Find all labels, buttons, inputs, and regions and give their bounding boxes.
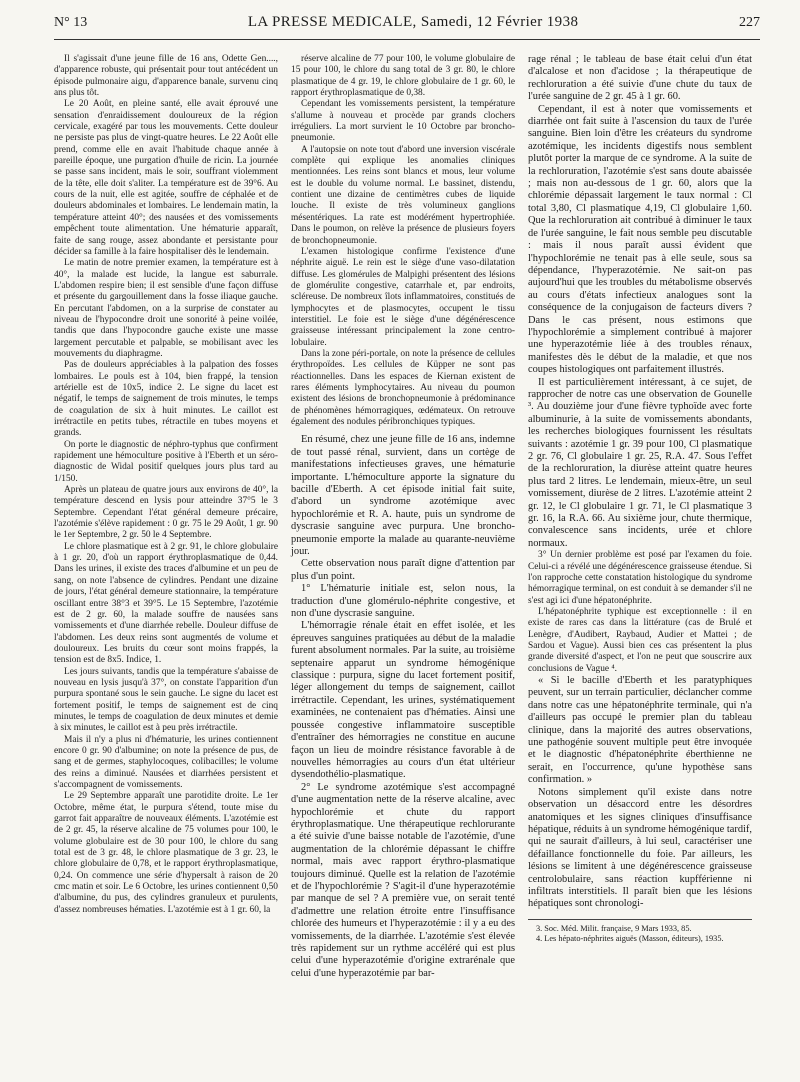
summary-paragraph: En résumé, chez une jeune fille de 16 ans, indemne de tout passé rénal, survient, dans un cortège de manifestations infectieuses graves, une hématurie importante. L'hémoculture apporte la signature du bacille d'Eberth. A cet épisode initial fait suite, d'abord un syndrome azotémique avec hypochlorémie et R. A. haute, puis un syndrome de dyscrasie sanguine avec purpura. Une broncho-pneumonie emporte la malade au quarante-neuvième jour. [291,434,515,557]
paragraph: A l'autopsie on note tout d'abord une inversion viscérale complète qui explique les anomalies cliniques mentionnées. Les reins sont blancs et mous, leur volume est le double du volume normal. Le bassinet, distendu, contient une dizaine de centimètres cubes de liquide louche. Il existe de très volumineux ganglions mésentériques. La rate est modérément hypertrophiée. Dans le poumon, on relève la présence de plusieurs foyers de bronchopneumonie. [291,144,515,246]
paragraph: Cette observation nous paraît digne d'attention par plus d'un point. [291,558,515,582]
paragraph: Il est particulièrement intéressant, à ce sujet, de rapprocher de notre cas une observation de Gounelle ³. Au douzième jour d'une fièvre typhoïde avec forte albuminurie, à la suite de vomissements abondants, les recherches biologiques fournissent les résultats suivants : azotémie 1 gr. 39 pour 100, Cl plasmatique 2 gr. 76, Cl globulaire 1 gr. 25, R.A. 47. Sous l'effet de la rechloruration, la diurèse atteint quatre heures plus tard 2 litres. Le lendemain, mieux-être, un seul vomissement, diurèse de 2 litres. L'azotémie atteint 2 gr. 12, le Cl globulaire 1 gr. 71, le Cl plasmatique 3 gr. 16, la R.A. 66. Au sixième jour, chute thermique, convalescence sans incidents, urée et chlore normaux. [528,376,752,549]
footnote: 4. Les hépato-néphrites aiguës (Masson, éditeurs), 1935. [536,933,724,943]
paragraph: Le 29 Septembre apparaît une parotidite droite. Le 1er Octobre, même état, le purpura s'étend, toute mise du garrot fait apparaître de nouveaux éléments. L'azotémie est de 2 gr. 45, la réserve alcaline de 75 volumes pour 100, le volume globulaire est de 30 pour 100, le chlore du sang total est de 3 gr. 48, le chlore plasmatique de 3 gr. 23, le chlore globulaire de 0,78, et le rapport érythroplasmatique, 0,24. On commence une série d'hypersalt à raison de 20 cmc matin et soir. Le 6 Octobre, les urines contiennent 0,50 d'albumine, du pus, des cylindres granuleux et purulents, d'assez nombreuses hématies. L'azotémie est à 1 gr. 60, la [54,791,278,915]
column-1 [54,54,278,980]
paragraph: rage rénal ; le tableau de base était celui d'un état d'alcalose et non d'acidose ; la thérapeutique de rechloruration a été suivie d'une chute du taux de l'urée sanguine de 2 gr. 45 à 1 gr. 60. [528,54,752,103]
paragraph: Il s'agissait d'une jeune fille de 16 ans, Odette Gen...., d'apparence robuste, qui présentait pour tout antécédent un épisode pulmonaire aigu, d'apparence banale, survenu cinq ans plus tôt. [54,54,278,99]
column-3 [528,54,752,980]
paragraph: L'hémorragie rénale était en effet isolée, et les épreuves sanguines pratiquées au début de la maladie furent absolument normales. Par la suite, au troisième septenaire apparut un syndrome hémogénique classique : purpura, signe du lacet fortement positif, léger allongement du temps de saignement, caillot irrétractile. Cependant, les urines, systématiquement examinées, ne contenaient pas d'hématies. Ainsi une poussée congestive inflammatoire susceptible d'entraîner des hémorragies ne constitue en aucune façon un lieu de moindre résistance favorable à de nouvelles hémorragies au cours d'un état ultérieur dysendothélio-plasmatique. [291,620,515,781]
paragraph: Cependant, il est à noter que vomissements et diarrhée ont fait suite à l'ascension du taux de l'urée sanguine. Bien loin d'être les créateurs du syndrome azotémique, les incidents digestifs nous semblent plutôt porter la marque de ce syndrome. A la suite de la rechloruration, l'azotémie s'est sans doute abaissée ; mais non au-dessous de 1 gr. 60, alors que la chlorémie dépassait largement le taux normal : Cl total 3,80, Cl plasmatique 4,19, Cl globulaire 1,60. Que la rechloruration ait contribué à diminuer le taux de l'urée sanguine, le fait nous semble peu discutable : mais il nous paraît aussi évident que l'hypochlorémie ne tenait pas à elle seule, sous sa dépendance, l'hyperazotémie. Ne sait-on pas aujourd'hui que les troubles du métabolisme observés au cours d'états infectieux analogues sont la conséquence de la conjugaison de facteurs divers ? Dans le cas présent, nous estimons que l'hypochlorémie a simplement contribué à majorer une hyperazotémie liée à des troubles rénaux, manifestes dès le début de la maladie, et que nos coupes histologiques ont parfaitement illustrés. [528,103,752,376]
paragraph: Cependant les vomissements persistent, la température s'allume à nouveau et procède par grands clochers irréguliers. La mort survient le 10 Octobre par broncho-pneumonie. [291,99,515,144]
paragraph: réserve alcaline de 77 pour 100, le volume globulaire de 15 pour 100, le chlore du sang total de 3 gr. 80, le chlore plasmatique de 4 gr. 19, le chlore globulaire de 1 gr. 60, le rapport érythroplasmatique de 0,38. [291,54,515,99]
paragraph: Dans la zone péri-portale, on note la présence de cellules érythropoïdes. Les cellules de Küpper ne sont pas réactionnelles. Dans les espaces de Kiernan existent de rares éléments lymphocytaires. Au niveau du poumon existent des lésions de bronchopneumonie à prédominance de phénomènes hémorragiques, œdémateux. On retrouve également des nodules péribronchiques typiques. [291,348,515,427]
quotation: « Si le bacille d'Eberth et les paratyphiques peuvent, sur un terrain particulier, déclancher comme dans notre cas une hépatonéphrite terminale, qui n'a d'ailleurs pas occupé le premier plan du tableau clinique, dans la majorité des autres observations, une pathogénie souvent multiple peut être invoquée et le diagnostic d'hépatonéphrite éberthienne ne serait, en l'occurrence, qu'une hypothèse sans confirmation. » [528,675,752,786]
paragraph: On porte le diagnostic de néphro-typhus que confirment rapidement une hémoculture positive à l'Eberth et un séro-diagnostic de Widal positif quelques jours plus tard au 1/150. [54,439,278,484]
paragraph: Le 20 Août, en pleine santé, elle avait éprouvé une sensation d'enraidissement douloureux de la région cervicale, exagéré par tous les mouvements. Cette douleur ne persiste pas plus de vingt-quatre heures. Le 22 Août elle prend, comme elle en avait l'habitude chaque année à pareille époque, une purgation d'huile de ricin. La journée se passe sans incident, mais le soir, souffrant violemment de la tête, elle doit s'aliter. La température est de 39°6. Au cours de la nuit, elle est agitée, souffre de céphalée et de douleurs abdominales et lombaires. Le lendemain matin, la température atteint 40°; des nausées et des vomissements empêchent toute alimentation. Une hématurie apparaît, faite de sang rouge, assez abondante et persistante pour décider sa famille à la faire hospitaliser dès le lendemain. [54,99,278,257]
column-2 [291,54,515,980]
paragraph: Notons simplement qu'il existe dans notre observation un désaccord entre les désordres anatomiques et les signes cliniques d'insuffisance hépatique, réduits à un syndrome hémogénique tardif, qui ne saurait d'ailleurs, à lui seul, caractériser une défaillance fonctionnelle du foie. Par ailleurs, les lésions se limitent à une dégénérescence graisseuse centrolobulaire, sans réaction kupfférienne ni infiltrats interstitiels. Il paraît bien que les lésions hépatiques sont chronologi- [528,786,752,910]
journal-title: LA PRESSE MEDICALE, Samedi, 12 Février 1938 [247,14,579,30]
article-columns [54,54,760,980]
paragraph: Après un plateau de quatre jours aux environs de 40°, la température descend en lysis pour atteindre 37°5 le 3 Septembre. Cependant l'état général demeure précaire, l'azotémie s'élève rapidement : 0 gr. 75 le 29 Août, 1 gr. 90 le 1er Septembre, 2 gr. 50 le 4 Septembre. [54,485,278,541]
point-paragraph: 3° Un dernier problème est posé par l'examen du foie. Celui-ci a révélé une dégénérescence graisseuse étendue. Si l'on rapproche cette constatation histologique du syndrome hémorragique terminal, on est conduit à se demander s'il ne s'est agi ici d'une hépatonéphrite. [528,550,752,606]
footnote: 3. Soc. Méd. Milit. française, 9 Mars 1933, 85. [536,923,692,933]
paragraph: L'hépatonéphrite typhique est exceptionnelle : il en existe de rares cas dans la littérature (cas de Brulé et Lenègre, d'Audibert, Raybaud, Audier et Mattei ; de Sardou et Vague). Aussi bien ces cas présentent la plus grande diversité d'aspect, et l'on ne peut que souscrire aux conclusions de Vague ⁴. [528,606,752,674]
footnotes [528,919,752,944]
paragraph: Les jours suivants, tandis que la température s'abaisse de nouveau en lysis jusqu'à 37°, on constate l'apparition d'un purpura spontané sous le sein gauche. Le signe du lacet est fortement positif, le temps de saignement est de cinq minutes, le temps de coagulation de deux minutes et demie à six minutes, le caillot est à peu près irrétractile. [54,666,278,734]
paragraph: Le chlore plasmatique est à 2 gr. 91, le chlore globulaire à 1 gr. 20, d'où un rapport érythroplasmatique de 0,44. Dans les urines, il existe des traces d'albumine et un peu de sang, on note l'absence de cylindres. Pendant une dizaine de jours, l'état général demeure stationnaire, la température oscillant entre 38°3 et 39°5. Le 15 Septembre, l'azotémie est de 2 gr. 60, la malade souffre de nausées sans vomissements et d'une diarrhée rebelle. Douleur diffuse de l'abdomen. Les deux reins sont augmentés de volume et douloureux. Les bruits du cœur sont moins frappés, la tension est de 8x5. Indice, 1. [54,541,278,666]
paragraph: Mais il n'y a plus ni d'hématurie, les urines contiennent encore 0 gr. 90 d'albumine; on note la présence de pus, de sang et de germes, staphylocoques, colibacilles; le volume des reins a diminué. Nausées et diarrhées persistent et s'accompagnent de vomissements. [54,734,278,790]
issue-number: N° 13 [54,15,88,30]
paragraph: L'examen histologique confirme l'existence d'une néphrite aiguë. Le rein est le siège d'une vaso-dilatation diffuse. Les glomérules de Malpighi présentent des lésions de glomérulite congestive, catarrhale et, par endroits, scléreuse. De nombreux îlots inflammatoires, constitués de lymphocytes et de plasmocytes, occupent le tissu interstitiel. Le foie est le siège d'une dégénérescence graisseuse intéressant principalement la zone centro-lobulaire. [291,246,515,348]
paragraph: Pas de douleurs appréciables à la palpation des fosses lombaires. Le pouls est à 104, bien frappé, la tension artérielle est de 10x5, indice 2. Le signe du lacet est négatif, le temps de saignement de trois minutes, le temps de coagulation de six à huit minutes. Le caillot est irrétractile en petits tubes, rétractile en tubes moyens et grands. [54,360,278,439]
page-header [54,14,760,40]
paragraph: Le matin de notre premier examen, la température est à 40°, la malade est lucide, la langue est saburrale. L'abdomen respire bien; il est sensible d'une façon diffuse et présente du gargouillement dans la fosse iliaque gauche. En percutant l'abdomen, on a la surprise de constater au niveau de l'hypocondre droit une sonorité à peine voilée, tandis que dans l'hypocondre gauche existe une masse largement percutable et palpable, se mobilisant avec les mouvements du diaphragme. [54,258,278,359]
point-heading: 1° L'hématurie initiale est, selon nous, la traduction d'une glomérulo-néphrite congestive, et non d'une dyscrasie sanguine. [291,583,515,620]
point-paragraph: 2° Le syndrome azotémique s'est accompagné d'une augmentation nette de la réserve alcaline, avec hypochlorémie et chute du rapport érythroplasmatique. Une thérapeutique rechlorurante a été suivie d'une baisse notable de l'azotémie, d'une augmentation de la chlorémie dépassant le chiffre normal, mais avec rapport érythro-plasmatique toujours diminué. Quelle est la relation de l'azotémie et de l'hypochlorémie ? S'agit-il d'une hyperazotémie par manque de sel ? A première vue, on serait tenté d'admettre une relation étroite entre l'insuffisance chlorée des humeurs et l'hyperazotémie : il y a eu des vomissements, de la diarrhée. L'azotémie s'est élevée très rapidement sur un rythme accéléré qui est plus celui d'une hyperazotémie d'origine extrarénale que celui d'une hyperazotémie par bar- [291,781,515,979]
page-number: 227 [739,15,760,30]
